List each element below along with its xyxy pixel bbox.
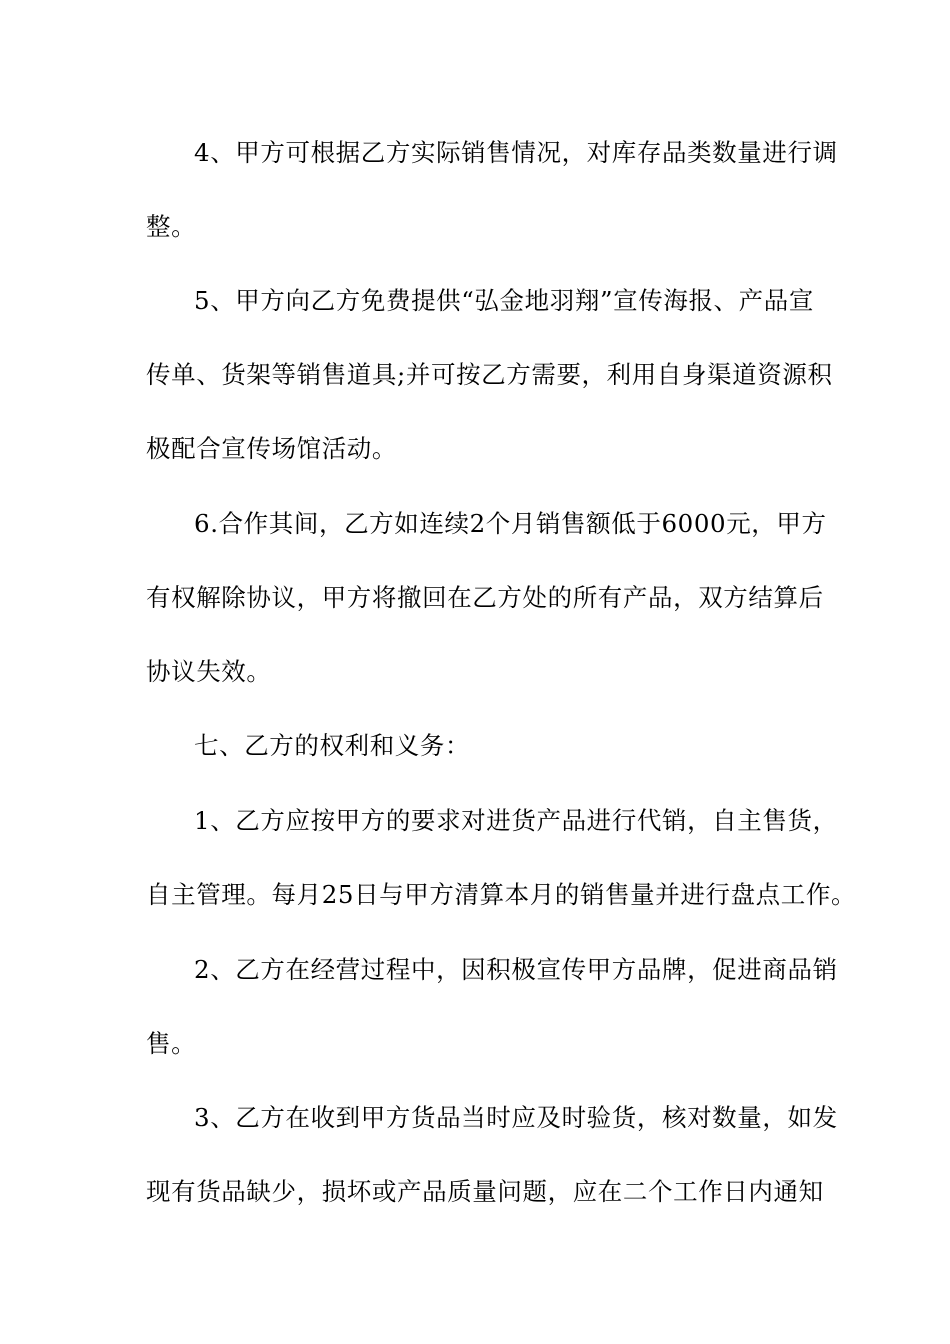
paragraph-5-line-1: 5、甲方向乙方免费提供“弘金地羽翔”宣传海报、产品宣 (194, 286, 814, 315)
section-heading: 七、乙方的权利和义务： (194, 731, 471, 760)
paragraph-4-line-1: 4、甲方可根据乙方实际销售情况，对库存品类数量进行调 (194, 138, 838, 167)
clause-1-line-1: 1、乙方应按甲方的要求对进货产品进行代销，自主售货， (194, 806, 838, 835)
clause-1-line-2: 自主管理。每月25日与甲方清算本月的销售量并进行盘点工作。 (146, 880, 857, 909)
paragraph-6-line-3: 协议失效。 (146, 657, 272, 686)
paragraph-5-line-3: 极配合宣传场馆活动。 (146, 434, 397, 463)
clause-3-line-2: 现有货品缺少，损坏或产品质量问题，应在二个工作日内通知 (146, 1177, 824, 1206)
paragraph-6-line-1: 6.合作其间，乙方如连续2个月销售额低于6000元，甲方 (194, 509, 827, 538)
clause-2-line-2: 售。 (146, 1029, 197, 1058)
paragraph-6-line-2: 有权解除协议，甲方将撤回在乙方处的所有产品，双方结算后 (146, 583, 824, 612)
clause-2-line-1: 2、乙方在经营过程中，因积极宣传甲方品牌，促进商品销 (194, 955, 838, 984)
paragraph-4-line-2: 整。 (146, 212, 197, 241)
clause-3-line-1: 3、乙方在收到甲方货品当时应及时验货，核对数量，如发 (194, 1103, 838, 1132)
paragraph-5-line-2: 传单、货架等销售道具;并可按乙方需要，利用自身渠道资源积 (146, 360, 833, 389)
